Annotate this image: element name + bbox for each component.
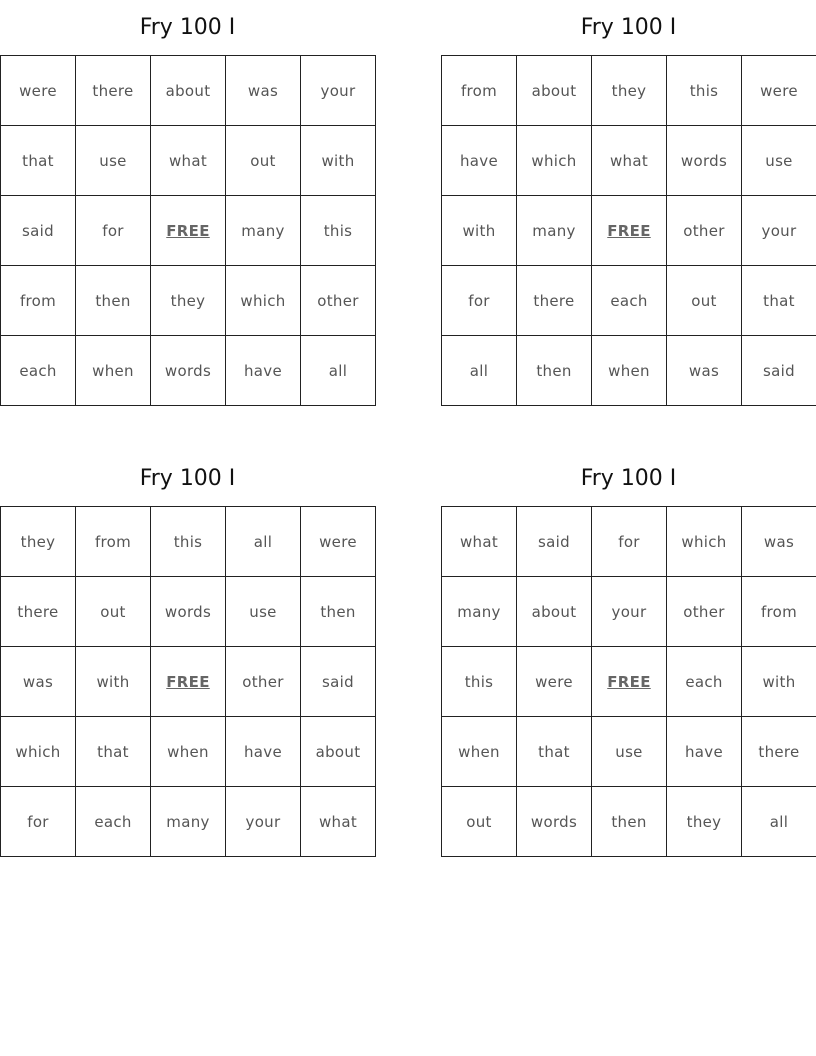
grid-cell: with: [301, 126, 376, 196]
grid-cell: there: [76, 56, 151, 126]
grid-row: [442, 647, 816, 717]
grid-row: [1, 196, 376, 266]
grid-cell: other: [226, 647, 301, 717]
grid-cell: when: [151, 717, 226, 787]
grid-cell: your: [742, 196, 816, 266]
grid-row: [442, 787, 816, 857]
grid-cell: this: [301, 196, 376, 266]
grid-cell: about: [517, 577, 592, 647]
grid-row: [442, 126, 816, 196]
bingo-card-3: [0, 461, 375, 857]
grid-cell: from: [742, 577, 816, 647]
free-space-cell: FREE: [151, 196, 226, 266]
grid-cell: that: [742, 266, 816, 336]
free-space-cell: FREE: [151, 647, 226, 717]
grid-cell: words: [151, 577, 226, 647]
grid-cell: with: [442, 196, 517, 266]
grid-row: [442, 56, 816, 126]
grid-cell: about: [517, 56, 592, 126]
grid-cell: this: [151, 507, 226, 577]
grid-cell: there: [517, 266, 592, 336]
grid-cell: was: [742, 507, 816, 577]
grid-cell: out: [667, 266, 742, 336]
grid-cell: words: [151, 336, 226, 406]
card-title: Fry 100 I: [580, 466, 677, 491]
grid-cell: said: [742, 336, 816, 406]
bingo-card-4: [441, 461, 816, 857]
grid-cell: there: [742, 717, 816, 787]
grid-cell: out: [226, 126, 301, 196]
grid-cell: which: [1, 717, 76, 787]
grid-cell: use: [742, 126, 816, 196]
grid-row: [442, 577, 816, 647]
grid-cell: words: [517, 787, 592, 857]
grid-row: [442, 266, 816, 336]
grid-cell: all: [301, 336, 376, 406]
grid-row: [1, 56, 376, 126]
grid-cell: your: [226, 787, 301, 857]
grid-cell: when: [76, 336, 151, 406]
grid-cell: use: [76, 126, 151, 196]
grid-cell: they: [667, 787, 742, 857]
grid-cell: out: [76, 577, 151, 647]
grid-cell: use: [226, 577, 301, 647]
grid-cell: what: [592, 126, 667, 196]
grid-row: [1, 126, 376, 196]
grid-row: [1, 507, 376, 577]
grid-cell: that: [76, 717, 151, 787]
grid-cell: they: [592, 56, 667, 126]
grid-row: [442, 196, 816, 266]
grid-row: [1, 717, 376, 787]
grid-cell: words: [667, 126, 742, 196]
grid-cell: what: [301, 787, 376, 857]
grid-cell: for: [442, 266, 517, 336]
grid-cell: this: [667, 56, 742, 126]
grid-cell: were: [517, 647, 592, 717]
bingo-grid: [0, 506, 376, 857]
grid-cell: that: [517, 717, 592, 787]
grid-row: [442, 507, 816, 577]
grid-cell: other: [667, 577, 742, 647]
grid-cell: for: [76, 196, 151, 266]
free-space-cell: FREE: [592, 647, 667, 717]
grid-cell: other: [301, 266, 376, 336]
free-space-cell: FREE: [592, 196, 667, 266]
grid-row: [1, 647, 376, 717]
grid-cell: what: [151, 126, 226, 196]
grid-cell: they: [1, 507, 76, 577]
grid-cell: each: [592, 266, 667, 336]
grid-cell: was: [226, 56, 301, 126]
grid-row: [442, 717, 816, 787]
grid-cell: that: [1, 126, 76, 196]
grid-cell: then: [76, 266, 151, 336]
grid-cell: use: [592, 717, 667, 787]
grid-cell: when: [592, 336, 667, 406]
grid-cell: your: [301, 56, 376, 126]
grid-cell: were: [301, 507, 376, 577]
grid-cell: each: [667, 647, 742, 717]
grid-cell: have: [442, 126, 517, 196]
grid-row: [1, 787, 376, 857]
grid-cell: were: [742, 56, 816, 126]
grid-cell: out: [442, 787, 517, 857]
grid-cell: many: [151, 787, 226, 857]
grid-cell: said: [1, 196, 76, 266]
grid-row: [1, 577, 376, 647]
grid-cell: have: [667, 717, 742, 787]
card-title: Fry 100 I: [139, 15, 236, 40]
grid-cell: many: [442, 577, 517, 647]
grid-cell: other: [667, 196, 742, 266]
grid-cell: each: [76, 787, 151, 857]
grid-cell: with: [76, 647, 151, 717]
grid-cell: from: [442, 56, 517, 126]
grid-cell: have: [226, 717, 301, 787]
grid-cell: from: [1, 266, 76, 336]
grid-cell: with: [742, 647, 816, 717]
grid-cell: each: [1, 336, 76, 406]
grid-cell: from: [76, 507, 151, 577]
grid-cell: was: [667, 336, 742, 406]
grid-cell: then: [301, 577, 376, 647]
grid-cell: this: [442, 647, 517, 717]
grid-row: [442, 336, 816, 406]
bingo-grid: [441, 55, 816, 406]
grid-cell: said: [301, 647, 376, 717]
card-title: Fry 100 I: [580, 15, 677, 40]
grid-row: [1, 266, 376, 336]
grid-cell: said: [517, 507, 592, 577]
grid-cell: for: [1, 787, 76, 857]
grid-cell: have: [226, 336, 301, 406]
grid-cell: which: [667, 507, 742, 577]
grid-cell: about: [301, 717, 376, 787]
bingo-grid: [441, 506, 816, 857]
grid-cell: all: [226, 507, 301, 577]
grid-cell: all: [442, 336, 517, 406]
grid-cell: your: [592, 577, 667, 647]
grid-cell: what: [442, 507, 517, 577]
grid-cell: which: [226, 266, 301, 336]
grid-cell: many: [226, 196, 301, 266]
grid-cell: about: [151, 56, 226, 126]
grid-row: [1, 336, 376, 406]
grid-cell: then: [592, 787, 667, 857]
grid-cell: many: [517, 196, 592, 266]
grid-cell: which: [517, 126, 592, 196]
grid-cell: for: [592, 507, 667, 577]
bingo-card-2: [441, 10, 816, 406]
grid-cell: there: [1, 577, 76, 647]
grid-cell: when: [442, 717, 517, 787]
bingo-card-1: [0, 10, 375, 406]
grid-cell: all: [742, 787, 816, 857]
grid-cell: they: [151, 266, 226, 336]
grid-cell: then: [517, 336, 592, 406]
bingo-grid: [0, 55, 376, 406]
grid-cell: was: [1, 647, 76, 717]
card-title: Fry 100 I: [139, 466, 236, 491]
grid-cell: were: [1, 56, 76, 126]
